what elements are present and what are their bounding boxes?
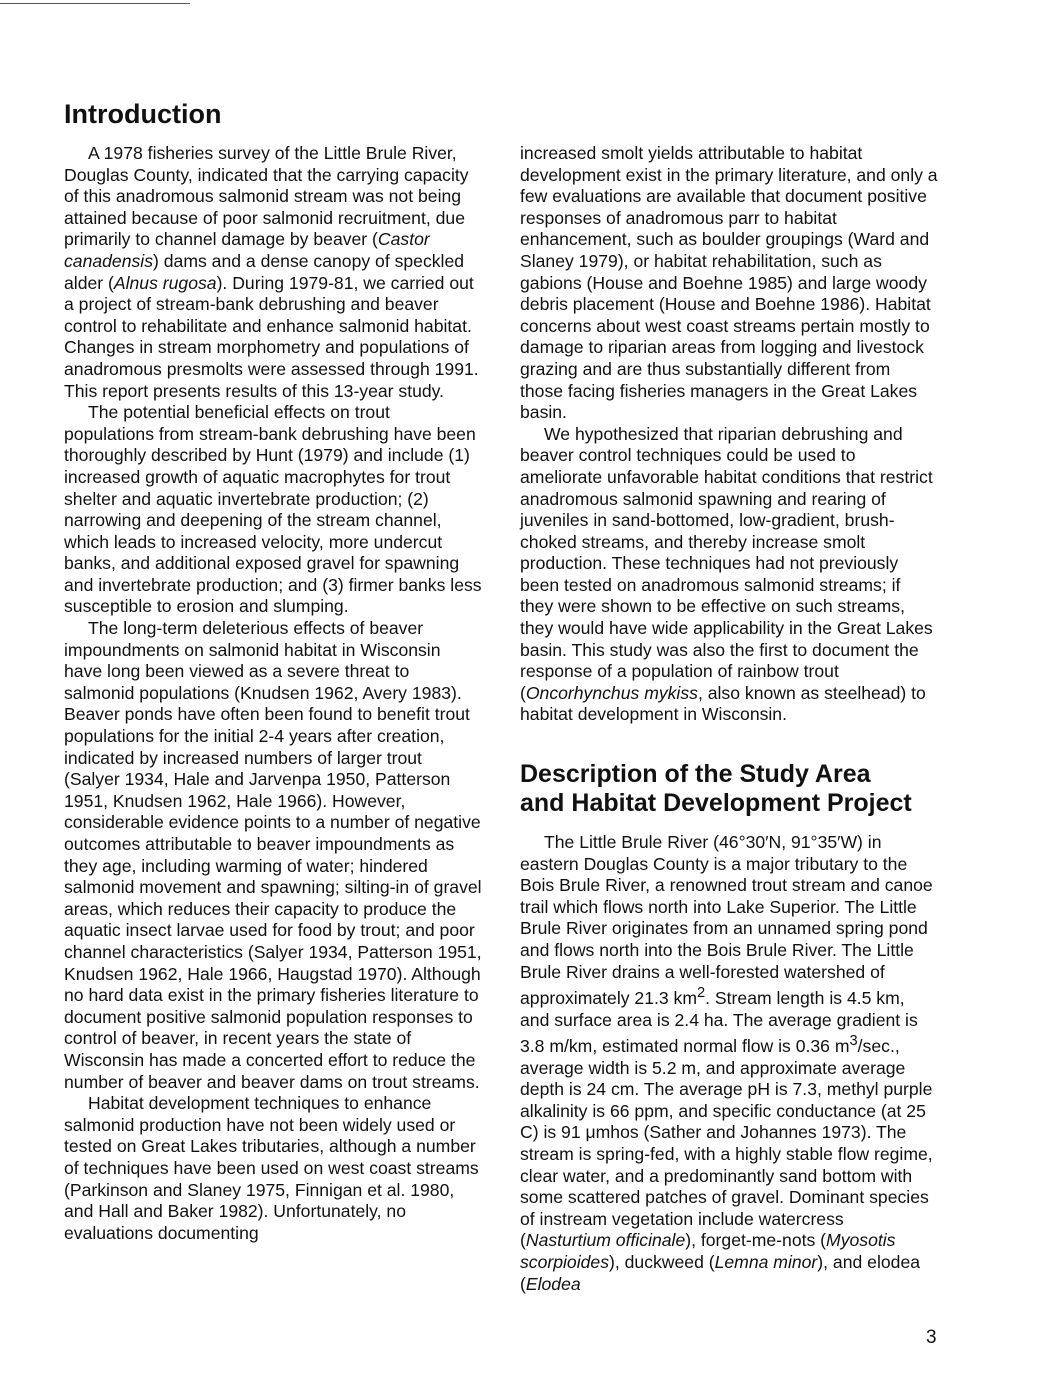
description-paragraph-1 (520, 832, 938, 1295)
text-run: . Stream length is 4.5 km, and surface area is 2.4 ha. The average gradient is 3.8 m/km, estimated normal flow is 0.36 m (520, 988, 918, 1057)
intro-continued-paragraph: increased smolt yields attributable to habitat development exist in the primary literature, and only a few evaluations are available that document positive responses of anadromous parr to habitat enhancement, such as boulder groupings (Ward and Slaney 1979), or habitat rehabilitation, such as gabions (House and Boehne 1985) and large woody debris placement (House and Boehne 1986). Habitat concerns about west coast streams pertain mostly to damage to riparian areas from logging and livestock grazing and are thus substantially different from those facing fisheries managers in the Great Lakes basin. (520, 143, 938, 423)
text-run: ). During 1979-81, we carried out a project of stream-bank debrushing and beaver control to rehabilitate and enhance salmonid habitat. Changes in stream morphometry and populations of anadromous presmolts were assessed through 1991. This report presents results of this 13-year study. (64, 272, 479, 401)
description-heading-line-2: and Habitat Development Project (520, 789, 912, 817)
text-run: ) dams and a dense canopy of speckled alder ( (64, 250, 465, 293)
description-heading (520, 760, 960, 818)
intro-right-column (520, 143, 938, 726)
species-name: Castor canadensis (64, 229, 430, 271)
text-run: A 1978 fisheries survey of the Little Brule River, Douglas County, indicated that the carrying capacity of this anadromous salmonid stream was not being attained because of poor salmonid recruitment, due primarily to channel damage by beaver ( (64, 143, 469, 250)
text-run: ), duckweed ( (609, 1252, 715, 1272)
text-run: ), forget-me-nots ( (685, 1230, 827, 1251)
text-run: /sec., average width is 5.2 m, and approximate average depth is 24 cm. The average pH is 7.3, methyl purple alkalinity is 66 ppm, and specific conductance (at 25 C) is 91 μmhos (Sather and Johannes 1973). The stream is spring-fed, with a highly stable flow regime, clear water, and a predominantly sand bottom with some scattered patches of gravel. Dominant species of instream vegetation include watercress ( (520, 1036, 933, 1251)
intro-paragraph-4: Habitat development techniques to enhance salmonid production have not been widely used or tested on Great Lakes tributaries, although a number of techniques have been used on west coast streams (Parkinson and Slaney 1975, Finnigan et al. 1980, and Hall and Baker 1982). Unfortunately, no evaluations documenting (64, 1093, 479, 1243)
intro-paragraph-1 (64, 143, 482, 402)
top-rule (0, 3, 190, 4)
species-name: Alnus rugosa (113, 272, 217, 293)
text-run: ), and elodea ( (520, 1252, 921, 1294)
species-name: Lemna minor (714, 1252, 818, 1272)
text-run: , also known as steelhead) to habitat development in Wisconsin. (520, 682, 926, 725)
species-name: Nasturtium officinale (525, 1230, 686, 1251)
description-heading-line-1: Description of the Study Area (520, 760, 871, 788)
text-run: We hypothesized that riparian debrushing and beaver control techniques could be used to ameliorate unfavorable habitat conditions that restrict anadromous salmonid spawning and rearing of juveniles in sand-bottomed, low-gradient, brush-choked streams, and thereby increase smolt production. These techniques had not previously been tested on anadromous salmonid streams; if they were shown to be effective on such streams, they would have wide applicability in the Great Lakes basin. This study was also the first to document the response of a population of rainbow trout ( (520, 423, 933, 703)
species-name: Elodea (525, 1273, 581, 1294)
page-number: 3 (926, 1327, 937, 1348)
intro-paragraph-3: The long-term deleterious effects of beaver impoundments on salmonid habitat in Wisconsin have long been viewed as a severe threat to salmonid populations (Knudsen 1962, Avery 1983). Beaver ponds have often been found to benefit trout populations for the initial 2-4 years after creation, indicated by increased numbers of larger trout (Salyer 1934, Hale and Jarvenpa 1950, Patterson 1951, Knudsen 1962, Hale 1966). However, considerable evidence points to a number of negative outcomes attributable to beaver impoundments as they age, including warming of water; hindered salmonid movement and spawning; silting-in of gravel areas, which reduces their capacity to produce the aquatic insect larvae used for food by trout; and poor channel characteristics (Salyer 1934, Patterson 1951, Knudsen 1962, Hale 1966, Haugstad 1970). Although no hard data exist in the primary fisheries literature to document positive salmonid population responses to control of beaver, in recent years the state of Wisconsin has made a concerted effort to reduce the number of beaver and beaver dams on trout streams. (64, 618, 482, 1092)
text-run: The Little Brule River (46°30′N, 91°35′W) in eastern Douglas County is a major tributary to the Bois Brule River, a renowned trout stream and canoe trail which flows north into Lake Superior. The Little Brule River originates from an unnamed spring pond and flows north into the Bois Brule River. The Little Brule River drains a well-forested watershed of approximately 21.3 km (520, 832, 933, 1009)
intro-left-column (64, 143, 482, 1244)
intro-paragraph-2: The potential beneficial effects on trout populations from stream-bank debrushing have been thoroughly described by Hunt (1979) and include (1) increased growth of aquatic macrophytes for trout shelter and aquatic invertebrate production; (2) narrowing and deepening of the stream channel, which leads to increased velocity, more undercut banks, and additional exposed gravel for spawning and invertebrate production; and (3) firmer banks less susceptible to erosion and slumping. (64, 402, 482, 617)
introduction-heading: Introduction (64, 99, 222, 129)
species-name: Myosotis scorpioides (520, 1230, 896, 1272)
superscript: 2 (697, 985, 706, 1002)
superscript: 3 (849, 1033, 858, 1050)
species-name: Oncorhynchus mykiss (525, 682, 698, 703)
hypothesis-paragraph (520, 424, 938, 726)
description-column (520, 832, 938, 1295)
